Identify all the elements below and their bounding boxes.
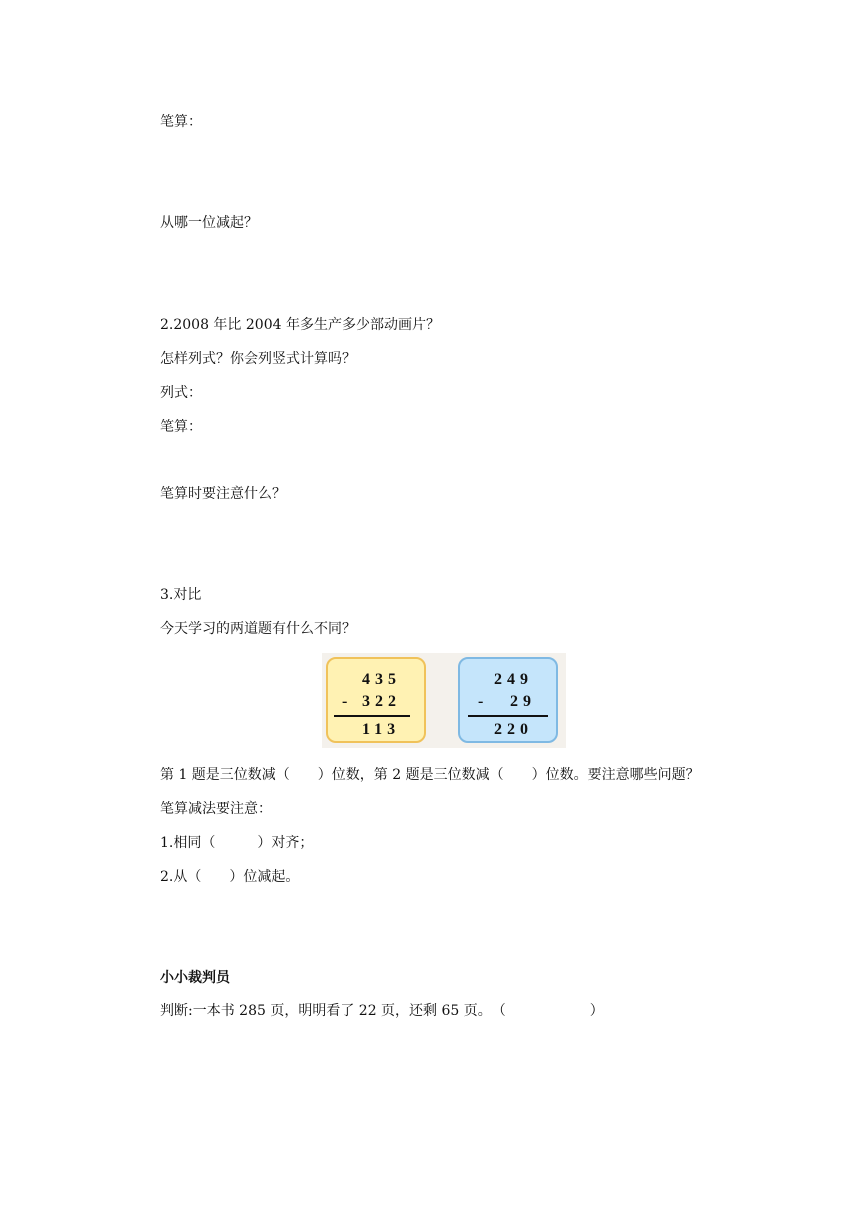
card-1-rule [334,715,410,717]
subtraction-card-1 [326,657,426,743]
card-2-difference: 220 [494,721,533,738]
card-1-minuend: 435 [362,671,401,688]
card-2-rule [468,715,548,717]
question-2-prompt: 怎样列式？你会列竖式计算吗？ [160,351,356,367]
formula-label: 列式： [160,385,202,401]
subtraction-card-2 [458,657,558,743]
digit-comparison-text: 第 1 题是三位数减（ ）位数，第 2 题是三位数减（ ）位数。要注意哪些问题？ [160,767,700,783]
judge-statement: 判断:一本书 285 页，明明看了 22 页，还剩 65 页。 （ ） [160,1003,604,1019]
attention-question: 笔算时要注意什么？ [160,486,286,502]
card-2-minuend: 249 [494,671,533,688]
card-2-subtrahend: 29 [510,693,536,710]
written-calc-label-2: 笔算： [160,419,202,435]
question-2-title: 2.2008 年比 2004 年多生产多少部动画片？ [160,317,440,333]
vertical-subtraction-figure [322,653,566,748]
card-2-operator: - [478,693,489,710]
comparison-question: 今天学习的两道题有什么不同？ [160,621,356,637]
note-2: 2.从（ ）位减起。 [160,869,300,885]
card-1-subtrahend: 322 [362,693,401,710]
card-1-difference: 113 [362,721,401,738]
card-1-operator: - [342,693,353,710]
section-3-title: 3.对比 [160,587,202,603]
subtraction-notes-title: 笔算减法要注意： [160,801,272,817]
start-digit-question: 从哪一位减起？ [160,215,258,231]
written-calc-label-1: 笔算： [160,114,202,130]
judge-heading: 小小裁判员 [160,970,230,986]
note-1: 1.相同（ ）对齐； [160,835,314,851]
